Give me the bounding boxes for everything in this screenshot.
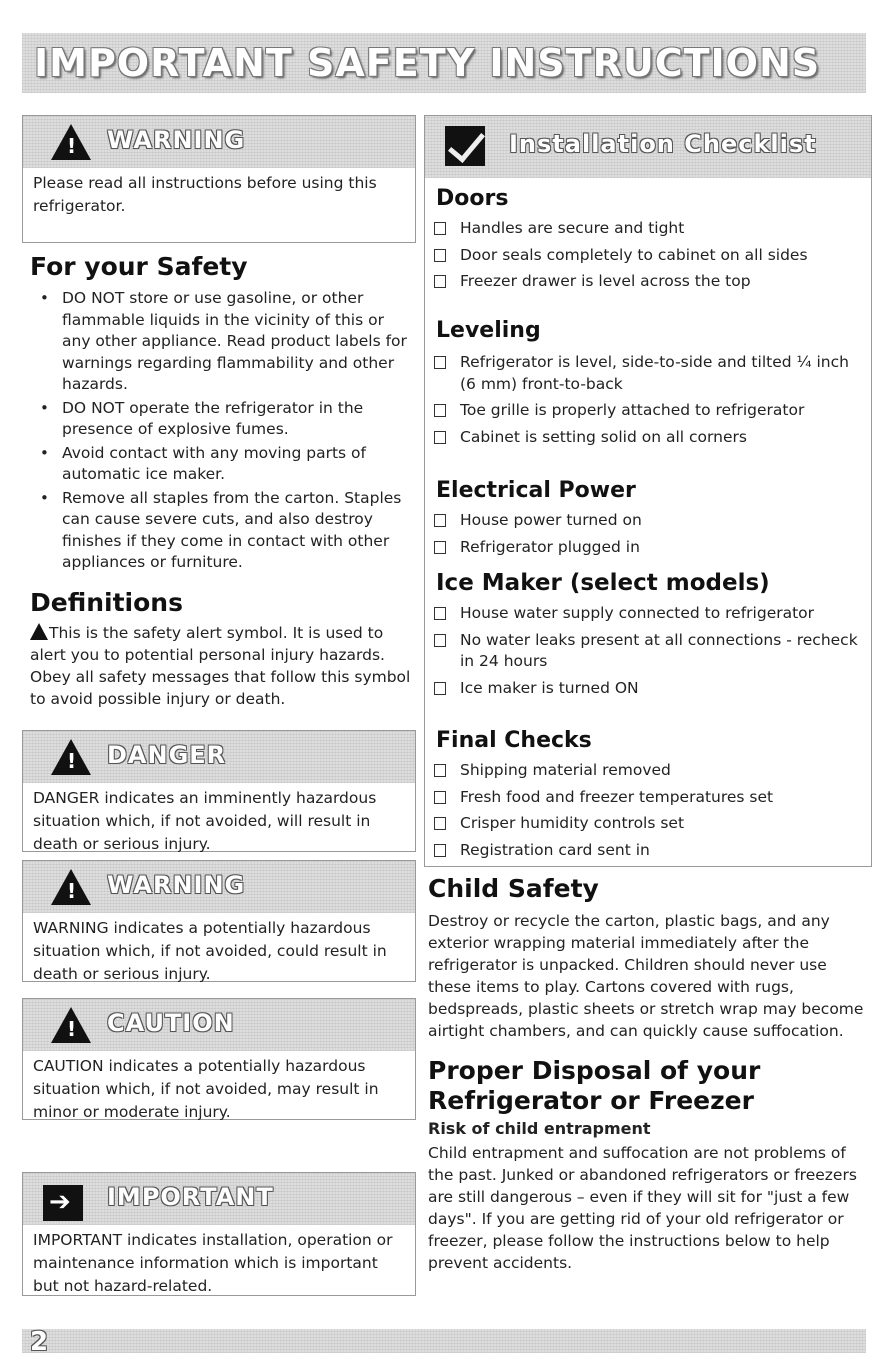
checkmark-icon: [445, 126, 485, 166]
danger-text: DANGER indicates an imminently hazardous situation which, if not avoided, will result in death or serious injury.: [33, 789, 377, 853]
warning-read-title: WARNING: [107, 126, 246, 154]
disposal-heading-line1: Proper Disposal of your: [428, 1056, 761, 1085]
checklist-item: [460, 840, 881, 862]
final-checks-heading: Final Checks: [436, 728, 592, 753]
checkbox-icon: [434, 249, 446, 262]
checklist-item-label: Cabinet is setting solid on all corners: [460, 427, 747, 446]
checklist-item: [460, 510, 860, 532]
checklist-item-label: Shipping material removed: [460, 761, 671, 779]
checklist-item-label: Handles are secure and tight: [460, 219, 685, 237]
doors-heading: Doors: [436, 186, 509, 211]
checklist-item-label: No water leaks present at all connections - recheck in 24 hours: [460, 630, 858, 670]
checklist-item-label: House power turned on: [460, 511, 642, 529]
checklist-item: [460, 678, 860, 700]
safety-item: • DO NOT operate the refrigerator in the presence of explosive fumes.: [62, 398, 417, 441]
checklist-item: [460, 537, 860, 559]
important-text: IMPORTANT indicates installation, operation or maintenance information which is important but not hazard-related.: [33, 1231, 393, 1295]
arrow-right-icon: [43, 1185, 83, 1221]
checkbox-icon: [434, 844, 446, 857]
definitions-heading: Definitions: [30, 588, 183, 617]
checklist-item: [460, 427, 860, 449]
danger-title: DANGER: [107, 741, 227, 769]
checkbox-icon: [434, 634, 446, 647]
caution-title: CAUTION: [107, 1009, 235, 1037]
warning-text: WARNING indicates a potentially hazardous situation which, if not avoided, could result in death or serious injury.: [33, 919, 387, 983]
doors-list: [424, 218, 860, 298]
footer-bar: [22, 1327, 866, 1357]
danger-header: [23, 731, 415, 783]
checklist-item-label: Fresh food and freezer temperatures set: [460, 787, 774, 806]
checklist-item: [460, 245, 860, 267]
for-your-safety-heading: For your Safety: [30, 252, 248, 281]
important-box: [22, 1172, 416, 1296]
warning-triangle-icon: [51, 869, 91, 905]
checkbox-icon: [434, 514, 446, 527]
warning-triangle-icon: [51, 124, 91, 160]
important-header: [23, 1173, 415, 1225]
child-safety-heading: Child Safety: [428, 874, 599, 903]
checkbox-icon: [434, 404, 446, 417]
checkbox-icon: [434, 356, 446, 369]
header-bar: [22, 33, 866, 93]
safety-alert-symbol-icon: [30, 623, 48, 640]
warning-read-text: Please read all instructions before using this refrigerator.: [33, 174, 377, 215]
checkbox-icon: [434, 817, 446, 830]
page-number: 2: [30, 1327, 49, 1357]
checklist-item: [460, 813, 881, 835]
checklist-header: [425, 116, 871, 178]
danger-triangle-icon: [51, 739, 91, 775]
checklist-item: [460, 787, 881, 809]
warning-read-box: [22, 115, 416, 243]
checklist-item: [460, 218, 860, 240]
ice-maker-heading: Ice Maker (select models): [436, 570, 770, 596]
disposal-text: Child entrapment and suffocation are not problems of the past. Junked or abandoned refrigerators or freezers are still dangerous – even if they will sit for "just a few days". If you are getting rid of your old refrigerator or freezer, please follow the instructions below to help prevent accidents.: [428, 1144, 857, 1272]
checklist-item: [460, 760, 881, 782]
safety-item: • Remove all staples from the carton. Staples can cause severe cuts, and also destroy finishes if they come in contact with other appliances or furniture.: [62, 488, 417, 574]
checklist-item: [460, 400, 860, 422]
definitions-text: [30, 622, 412, 710]
warning-header: [23, 861, 415, 913]
caution-box: [22, 998, 416, 1120]
safety-item: • DO NOT store or use gasoline, or other flammable liquids in the vicinity of this or any other appliance. Read product labels for warnings regarding flammability and other hazards.: [62, 288, 417, 396]
caution-text: CAUTION indicates a potentially hazardous situation which, if not avoided, may result in minor or moderate injury.: [33, 1057, 379, 1121]
disposal-heading-line2: Refrigerator or Freezer: [428, 1086, 754, 1115]
checklist-item-label: Toe grille is properly attached to refrigerator: [460, 401, 805, 419]
electrical-power-list: [424, 510, 860, 563]
checkbox-icon: [434, 275, 446, 288]
checklist-item-label: Refrigerator is level, side-to-side and tilted ¼ inch (6 mm) front-to-back: [460, 353, 849, 393]
safety-item: • Avoid contact with any moving parts of automatic ice maker.: [62, 443, 417, 486]
caution-header: [23, 999, 415, 1051]
warning-title: WARNING: [107, 871, 246, 899]
warning-read-header: [23, 116, 415, 168]
checklist-item-label: Crisper humidity controls set: [460, 814, 685, 832]
final-checks-list: [424, 760, 881, 866]
checkbox-icon: [434, 791, 446, 804]
checklist-item: [460, 352, 860, 395]
checkbox-icon: [434, 607, 446, 620]
checkbox-icon: [434, 682, 446, 695]
caution-triangle-icon: [51, 1007, 91, 1043]
checklist-item: [460, 603, 860, 625]
checklist-item: [460, 271, 860, 293]
warning-box: [22, 860, 416, 982]
checklist-item-label: House water supply connected to refrigerator: [460, 604, 815, 622]
danger-box: [22, 730, 416, 852]
checkbox-icon: [434, 431, 446, 444]
checklist-item-label: Refrigerator plugged in: [460, 537, 640, 556]
checkbox-icon: [434, 222, 446, 235]
leveling-list: [424, 352, 860, 453]
leveling-heading: Leveling: [436, 318, 541, 343]
child-safety-text: Destroy or recycle the carton, plastic bags, and any exterior wrapping material immediately after the refrigerator is unpacked. Children should never use these items to play. Cartons covered with rugs, bedspreads, plastic sheets or stretch wrap may become airtight chambers, and can quickly cause suffocation.: [428, 912, 864, 1040]
page-title: IMPORTANT SAFETY INSTRUCTIONS: [34, 41, 821, 85]
checklist-item-label: Ice maker is turned ON: [460, 678, 639, 697]
checkbox-icon: [434, 541, 446, 554]
checkbox-icon: [434, 764, 446, 777]
safety-list: [0, 288, 417, 576]
electrical-power-heading: Electrical Power: [436, 478, 636, 503]
checklist-item-label: Freezer drawer is level across the top: [460, 272, 751, 290]
disposal-subheading: Risk of child entrapment: [428, 1119, 651, 1138]
checklist-item: [460, 630, 860, 673]
checklist-title: Installation Checklist: [509, 130, 817, 158]
important-title: IMPORTANT: [107, 1183, 274, 1211]
ice-maker-list: [424, 603, 860, 704]
definitions-body: This is the safety alert symbol. It is used to alert you to potential personal injury hazards. Obey all safety messages that follow this symbol to avoid possible injury or death.: [30, 624, 411, 708]
checklist-item-label: Registration card sent in: [460, 840, 650, 859]
checklist-item-label: Door seals completely to cabinet on all sides: [460, 245, 808, 264]
